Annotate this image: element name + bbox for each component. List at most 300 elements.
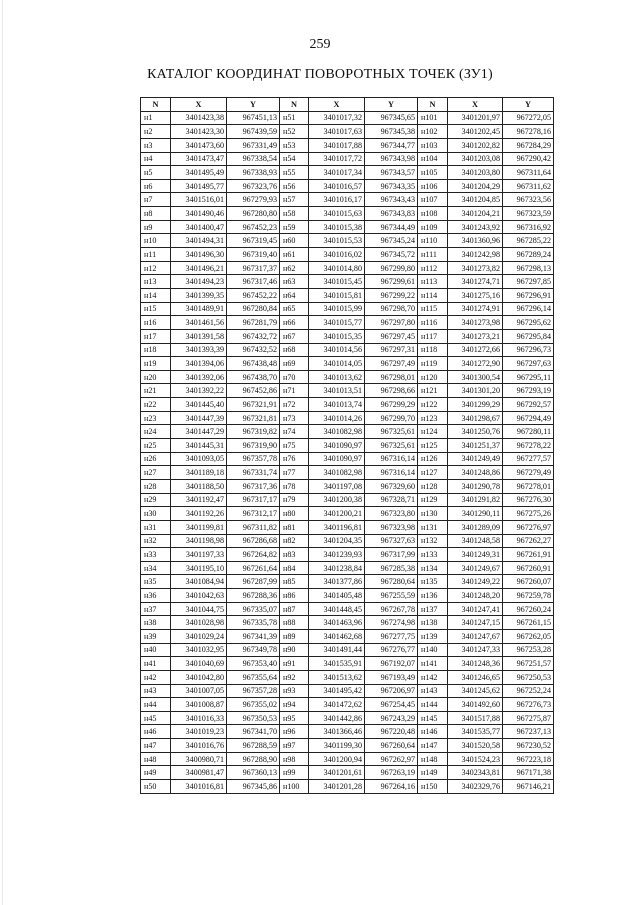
table-row: [141, 288, 554, 302]
point-number-cell: н126: [418, 452, 448, 466]
x-coordinate-cell: 3401188,50: [171, 479, 227, 493]
point-number-cell: н27: [141, 466, 171, 480]
y-coordinate-cell: 967317,46: [227, 275, 280, 289]
y-coordinate-cell: 967192,07: [365, 657, 418, 671]
point-number-cell: н29: [141, 493, 171, 507]
y-coordinate-cell: 967278,22: [503, 439, 554, 453]
table-row: [141, 166, 554, 180]
y-coordinate-cell: 967438,48: [227, 357, 280, 371]
y-coordinate-cell: 967299,80: [365, 261, 418, 275]
y-coordinate-cell: 967319,90: [227, 439, 280, 453]
point-number-cell: н65: [280, 302, 309, 316]
y-coordinate-cell: 967298,66: [365, 384, 418, 398]
x-coordinate-cell: 3401015,63: [309, 207, 365, 221]
point-number-cell: н20: [141, 370, 171, 384]
point-number-cell: н18: [141, 343, 171, 357]
page-title: КАТАЛОГ КООРДИНАТ ПОВОРОТНЫХ ТОЧЕК (ЗУ1): [147, 67, 493, 82]
y-coordinate-cell: 967295,62: [503, 316, 554, 330]
y-coordinate-cell: 967267,78: [365, 602, 418, 616]
y-coordinate-cell: 967275,26: [503, 507, 554, 521]
point-number-cell: н121: [418, 384, 448, 398]
point-number-cell: н93: [280, 684, 309, 698]
x-coordinate-cell: 3401042,63: [171, 589, 227, 603]
column-header: N: [141, 98, 171, 112]
x-coordinate-cell: 3401032,95: [171, 643, 227, 657]
y-coordinate-cell: 967323,59: [503, 207, 554, 221]
y-coordinate-cell: 967264,82: [227, 548, 280, 562]
point-number-cell: н98: [280, 752, 309, 766]
point-number-cell: н111: [418, 248, 448, 262]
x-coordinate-cell: 3401473,60: [171, 138, 227, 152]
x-coordinate-cell: 3401082,98: [309, 425, 365, 439]
x-coordinate-cell: 3401015,45: [309, 275, 365, 289]
point-number-cell: н141: [418, 657, 448, 671]
y-coordinate-cell: 967343,57: [365, 166, 418, 180]
table-row: [141, 261, 554, 275]
x-coordinate-cell: 3401274,71: [448, 275, 503, 289]
y-coordinate-cell: 967297,49: [365, 357, 418, 371]
x-coordinate-cell: 3401248,36: [448, 657, 503, 671]
point-number-cell: н101: [418, 111, 448, 125]
x-coordinate-cell: 3401016,33: [171, 711, 227, 725]
point-number-cell: н113: [418, 275, 448, 289]
point-number-cell: н33: [141, 548, 171, 562]
x-coordinate-cell: 3401015,81: [309, 288, 365, 302]
y-coordinate-cell: 967321,91: [227, 398, 280, 412]
table-row: [141, 152, 554, 166]
point-number-cell: н104: [418, 152, 448, 166]
y-coordinate-cell: 967335,07: [227, 602, 280, 616]
x-coordinate-cell: 3401517,88: [448, 711, 503, 725]
point-number-cell: н125: [418, 439, 448, 453]
table-row: [141, 725, 554, 739]
x-coordinate-cell: 3401015,99: [309, 302, 365, 316]
point-number-cell: н79: [280, 493, 309, 507]
x-coordinate-cell: 3401247,67: [448, 629, 503, 643]
x-coordinate-cell: 3401492,60: [448, 698, 503, 712]
x-coordinate-cell: 3401251,37: [448, 439, 503, 453]
x-coordinate-cell: 3401423,30: [171, 125, 227, 139]
x-coordinate-cell: 3401198,98: [171, 534, 227, 548]
point-number-cell: н41: [141, 657, 171, 671]
x-coordinate-cell: 3401247,41: [448, 602, 503, 616]
x-coordinate-cell: 3401273,98: [448, 316, 503, 330]
y-coordinate-cell: 967316,92: [503, 220, 554, 234]
x-coordinate-cell: 3401016,57: [309, 179, 365, 193]
x-coordinate-cell: 3401272,66: [448, 343, 503, 357]
point-number-cell: н46: [141, 725, 171, 739]
x-coordinate-cell: 3401040,69: [171, 657, 227, 671]
x-coordinate-cell: 3401017,72: [309, 152, 365, 166]
point-number-cell: н71: [280, 384, 309, 398]
table-row: [141, 316, 554, 330]
y-coordinate-cell: 967262,27: [503, 534, 554, 548]
x-coordinate-cell: 3401301,20: [448, 384, 503, 398]
y-coordinate-cell: 967345,38: [365, 125, 418, 139]
point-number-cell: н138: [418, 616, 448, 630]
table-row: [141, 138, 554, 152]
y-coordinate-cell: 967276,73: [503, 698, 554, 712]
x-coordinate-cell: 3401249,49: [448, 452, 503, 466]
point-number-cell: н13: [141, 275, 171, 289]
y-coordinate-cell: 967252,24: [503, 684, 554, 698]
x-coordinate-cell: 3401393,39: [171, 343, 227, 357]
point-number-cell: н137: [418, 602, 448, 616]
y-coordinate-cell: 967262,97: [365, 752, 418, 766]
point-number-cell: н34: [141, 561, 171, 575]
table-row: [141, 616, 554, 630]
y-coordinate-cell: 967438,70: [227, 370, 280, 384]
y-coordinate-cell: 967279,49: [503, 466, 554, 480]
y-coordinate-cell: 967290,42: [503, 152, 554, 166]
y-coordinate-cell: 967312,17: [227, 507, 280, 521]
point-number-cell: н32: [141, 534, 171, 548]
y-coordinate-cell: 967285,38: [365, 561, 418, 575]
x-coordinate-cell: 3401017,63: [309, 125, 365, 139]
table-row: [141, 739, 554, 753]
point-number-cell: н24: [141, 425, 171, 439]
y-coordinate-cell: 967171,38: [503, 766, 554, 780]
y-coordinate-cell: 967264,16: [365, 780, 418, 794]
point-number-cell: н108: [418, 207, 448, 221]
y-coordinate-cell: 967328,71: [365, 493, 418, 507]
y-coordinate-cell: 967355,02: [227, 698, 280, 712]
x-coordinate-cell: 3401242,98: [448, 248, 503, 262]
point-number-cell: н116: [418, 316, 448, 330]
point-number-cell: н92: [280, 670, 309, 684]
point-number-cell: н132: [418, 534, 448, 548]
point-number-cell: н123: [418, 411, 448, 425]
point-number-cell: н69: [280, 357, 309, 371]
point-number-cell: н39: [141, 629, 171, 643]
x-coordinate-cell: 3401195,10: [171, 561, 227, 575]
y-coordinate-cell: 967357,28: [227, 684, 280, 698]
y-coordinate-cell: 967319,82: [227, 425, 280, 439]
y-coordinate-cell: 967237,13: [503, 725, 554, 739]
y-coordinate-cell: 967432,72: [227, 329, 280, 343]
point-number-cell: н2: [141, 125, 171, 139]
y-coordinate-cell: 967287,99: [227, 575, 280, 589]
y-coordinate-cell: 967284,29: [503, 138, 554, 152]
x-coordinate-cell: 3401192,47: [171, 493, 227, 507]
y-coordinate-cell: 967452,86: [227, 384, 280, 398]
point-number-cell: н89: [280, 629, 309, 643]
x-coordinate-cell: 3401044,75: [171, 602, 227, 616]
y-coordinate-cell: 967319,45: [227, 234, 280, 248]
x-coordinate-cell: 3401494,31: [171, 234, 227, 248]
table-row: [141, 125, 554, 139]
column-header: X: [171, 98, 227, 112]
x-coordinate-cell: 3401300,54: [448, 370, 503, 384]
x-coordinate-cell: 3401082,98: [309, 466, 365, 480]
y-coordinate-cell: 967250,53: [503, 670, 554, 684]
point-number-cell: н135: [418, 575, 448, 589]
point-number-cell: н120: [418, 370, 448, 384]
point-number-cell: н47: [141, 739, 171, 753]
point-number-cell: н75: [280, 439, 309, 453]
x-coordinate-cell: 3401243,92: [448, 220, 503, 234]
x-coordinate-cell: 3401017,32: [309, 111, 365, 125]
table-row: [141, 643, 554, 657]
point-number-cell: н94: [280, 698, 309, 712]
x-coordinate-cell: 3401014,80: [309, 261, 365, 275]
x-coordinate-cell: 3401245,62: [448, 684, 503, 698]
x-coordinate-cell: 3401445,31: [171, 439, 227, 453]
y-coordinate-cell: 967323,98: [365, 520, 418, 534]
x-coordinate-cell: 3401290,11: [448, 507, 503, 521]
table-row: [141, 248, 554, 262]
y-coordinate-cell: 967286,68: [227, 534, 280, 548]
x-coordinate-cell: 3401196,81: [309, 520, 365, 534]
x-coordinate-cell: 3401090,97: [309, 439, 365, 453]
x-coordinate-cell: 3401197,33: [171, 548, 227, 562]
y-coordinate-cell: 967299,70: [365, 411, 418, 425]
table-row: [141, 398, 554, 412]
point-number-cell: н66: [280, 316, 309, 330]
column-header: Y: [227, 98, 280, 112]
x-coordinate-cell: 3401360,96: [448, 234, 503, 248]
x-coordinate-cell: 3401273,21: [448, 329, 503, 343]
x-coordinate-cell: 3401248,58: [448, 534, 503, 548]
x-coordinate-cell: 3401447,39: [171, 411, 227, 425]
point-number-cell: н8: [141, 207, 171, 221]
y-coordinate-cell: 967243,29: [365, 711, 418, 725]
point-number-cell: н136: [418, 589, 448, 603]
x-coordinate-cell: 3401204,29: [448, 179, 503, 193]
table-row: [141, 548, 554, 562]
y-coordinate-cell: 967335,78: [227, 616, 280, 630]
x-coordinate-cell: 3401015,35: [309, 329, 365, 343]
point-number-cell: н106: [418, 179, 448, 193]
column-header: N: [418, 98, 448, 112]
x-coordinate-cell: 3401201,61: [309, 766, 365, 780]
x-coordinate-cell: 3401490,46: [171, 207, 227, 221]
table-row: [141, 343, 554, 357]
x-coordinate-cell: 3401203,80: [448, 166, 503, 180]
x-coordinate-cell: 3401197,08: [309, 479, 365, 493]
point-number-cell: н67: [280, 329, 309, 343]
point-number-cell: н54: [280, 152, 309, 166]
table-row: [141, 452, 554, 466]
table-row: [141, 302, 554, 316]
table-row: [141, 479, 554, 493]
y-coordinate-cell: 967288,59: [227, 739, 280, 753]
x-coordinate-cell: 3401202,82: [448, 138, 503, 152]
column-header: X: [448, 98, 503, 112]
point-number-cell: н25: [141, 439, 171, 453]
y-coordinate-cell: 967263,19: [365, 766, 418, 780]
x-coordinate-cell: 3401248,20: [448, 589, 503, 603]
y-coordinate-cell: 967452,23: [227, 220, 280, 234]
table-row: [141, 207, 554, 221]
y-coordinate-cell: 967299,22: [365, 288, 418, 302]
x-coordinate-cell: 3401202,45: [448, 125, 503, 139]
table-row: [141, 670, 554, 684]
y-coordinate-cell: 967353,40: [227, 657, 280, 671]
y-coordinate-cell: 967288,90: [227, 752, 280, 766]
y-coordinate-cell: 967223,18: [503, 752, 554, 766]
y-coordinate-cell: 967323,56: [503, 193, 554, 207]
y-coordinate-cell: 967277,75: [365, 629, 418, 643]
y-coordinate-cell: 967317,17: [227, 493, 280, 507]
y-coordinate-cell: 967261,91: [503, 548, 554, 562]
table-row: [141, 425, 554, 439]
y-coordinate-cell: 967253,28: [503, 643, 554, 657]
x-coordinate-cell: 3401513,62: [309, 670, 365, 684]
x-coordinate-cell: 3401400,47: [171, 220, 227, 234]
point-number-cell: н78: [280, 479, 309, 493]
y-coordinate-cell: 967343,98: [365, 152, 418, 166]
point-number-cell: н148: [418, 752, 448, 766]
point-number-cell: н4: [141, 152, 171, 166]
column-header: N: [280, 98, 309, 112]
point-number-cell: н84: [280, 561, 309, 575]
column-header: Y: [503, 98, 554, 112]
y-coordinate-cell: 967323,80: [365, 507, 418, 521]
point-number-cell: н102: [418, 125, 448, 139]
x-coordinate-cell: 3401249,22: [448, 575, 503, 589]
y-coordinate-cell: 967295,11: [503, 370, 554, 384]
x-coordinate-cell: 3401495,42: [309, 684, 365, 698]
x-coordinate-cell: 3401249,31: [448, 548, 503, 562]
y-coordinate-cell: 967298,13: [503, 261, 554, 275]
y-coordinate-cell: 967279,93: [227, 193, 280, 207]
y-coordinate-cell: 967254,45: [365, 698, 418, 712]
point-number-cell: н61: [280, 248, 309, 262]
point-number-cell: н128: [418, 479, 448, 493]
x-coordinate-cell: 3401524,23: [448, 752, 503, 766]
y-coordinate-cell: 967331,74: [227, 466, 280, 480]
point-number-cell: н77: [280, 466, 309, 480]
x-coordinate-cell: 3401291,82: [448, 493, 503, 507]
point-number-cell: н96: [280, 725, 309, 739]
point-number-cell: н31: [141, 520, 171, 534]
y-coordinate-cell: 967327,63: [365, 534, 418, 548]
x-coordinate-cell: 3401366,46: [309, 725, 365, 739]
point-number-cell: н150: [418, 780, 448, 794]
x-coordinate-cell: 3401084,94: [171, 575, 227, 589]
point-number-cell: н28: [141, 479, 171, 493]
table-row: [141, 711, 554, 725]
point-number-cell: н86: [280, 589, 309, 603]
x-coordinate-cell: 3401013,74: [309, 398, 365, 412]
point-number-cell: н5: [141, 166, 171, 180]
point-number-cell: н133: [418, 548, 448, 562]
x-coordinate-cell: 3401200,21: [309, 507, 365, 521]
table-row: [141, 752, 554, 766]
point-number-cell: н87: [280, 602, 309, 616]
y-coordinate-cell: 967311,82: [227, 520, 280, 534]
table-row: [141, 329, 554, 343]
point-number-cell: н129: [418, 493, 448, 507]
y-coordinate-cell: 967280,80: [227, 207, 280, 221]
x-coordinate-cell: 3400980,71: [171, 752, 227, 766]
y-coordinate-cell: 967281,79: [227, 316, 280, 330]
table-row: [141, 370, 554, 384]
table-row: [141, 561, 554, 575]
point-number-cell: н95: [280, 711, 309, 725]
y-coordinate-cell: 967432,52: [227, 343, 280, 357]
coordinates-table: [140, 97, 554, 794]
x-coordinate-cell: 3401495,77: [171, 179, 227, 193]
point-number-cell: н6: [141, 179, 171, 193]
point-number-cell: н11: [141, 248, 171, 262]
y-coordinate-cell: 967276,77: [365, 643, 418, 657]
point-number-cell: н103: [418, 138, 448, 152]
table-row: [141, 534, 554, 548]
point-number-cell: н44: [141, 698, 171, 712]
x-coordinate-cell: 3401200,94: [309, 752, 365, 766]
y-coordinate-cell: 967296,73: [503, 343, 554, 357]
x-coordinate-cell: 3401015,77: [309, 316, 365, 330]
y-coordinate-cell: 967451,13: [227, 111, 280, 125]
y-coordinate-cell: 967341,70: [227, 725, 280, 739]
y-coordinate-cell: 967298,70: [365, 302, 418, 316]
y-coordinate-cell: 967317,36: [227, 479, 280, 493]
x-coordinate-cell: 3401238,84: [309, 561, 365, 575]
x-coordinate-cell: 3401520,58: [448, 739, 503, 753]
x-coordinate-cell: 3401015,38: [309, 220, 365, 234]
y-coordinate-cell: 967360,13: [227, 766, 280, 780]
x-coordinate-cell: 3401008,87: [171, 698, 227, 712]
point-number-cell: н60: [280, 234, 309, 248]
x-coordinate-cell: 3401016,02: [309, 248, 365, 262]
x-coordinate-cell: 3401017,88: [309, 138, 365, 152]
table-row: [141, 602, 554, 616]
y-coordinate-cell: 967262,05: [503, 629, 554, 643]
x-coordinate-cell: 3401199,30: [309, 739, 365, 753]
x-coordinate-cell: 3401029,24: [171, 629, 227, 643]
point-number-cell: н21: [141, 384, 171, 398]
y-coordinate-cell: 967193,49: [365, 670, 418, 684]
y-coordinate-cell: 967206,97: [365, 684, 418, 698]
point-number-cell: н17: [141, 329, 171, 343]
y-coordinate-cell: 967311,62: [503, 179, 554, 193]
x-coordinate-cell: 3401298,67: [448, 411, 503, 425]
point-number-cell: н124: [418, 425, 448, 439]
y-coordinate-cell: 967343,35: [365, 179, 418, 193]
y-coordinate-cell: 967349,78: [227, 643, 280, 657]
point-number-cell: н57: [280, 193, 309, 207]
point-number-cell: н73: [280, 411, 309, 425]
y-coordinate-cell: 967299,29: [365, 398, 418, 412]
table-row: [141, 575, 554, 589]
table-row: [141, 466, 554, 480]
point-number-cell: н64: [280, 288, 309, 302]
point-number-cell: н36: [141, 589, 171, 603]
x-coordinate-cell: 3401392,22: [171, 384, 227, 398]
point-number-cell: н112: [418, 261, 448, 275]
table-row: [141, 780, 554, 794]
point-number-cell: н99: [280, 766, 309, 780]
x-coordinate-cell: 3401247,15: [448, 616, 503, 630]
point-number-cell: н82: [280, 534, 309, 548]
x-coordinate-cell: 3401248,86: [448, 466, 503, 480]
table-body: [141, 111, 554, 793]
x-coordinate-cell: 3401201,97: [448, 111, 503, 125]
y-coordinate-cell: 967357,78: [227, 452, 280, 466]
y-coordinate-cell: 967259,78: [503, 589, 554, 603]
y-coordinate-cell: 967319,40: [227, 248, 280, 262]
point-number-cell: н139: [418, 629, 448, 643]
y-coordinate-cell: 967297,80: [365, 316, 418, 330]
y-coordinate-cell: 967321,81: [227, 411, 280, 425]
x-coordinate-cell: 3401204,85: [448, 193, 503, 207]
table-row: [141, 179, 554, 193]
table-row: [141, 657, 554, 671]
point-number-cell: н12: [141, 261, 171, 275]
point-number-cell: н109: [418, 220, 448, 234]
